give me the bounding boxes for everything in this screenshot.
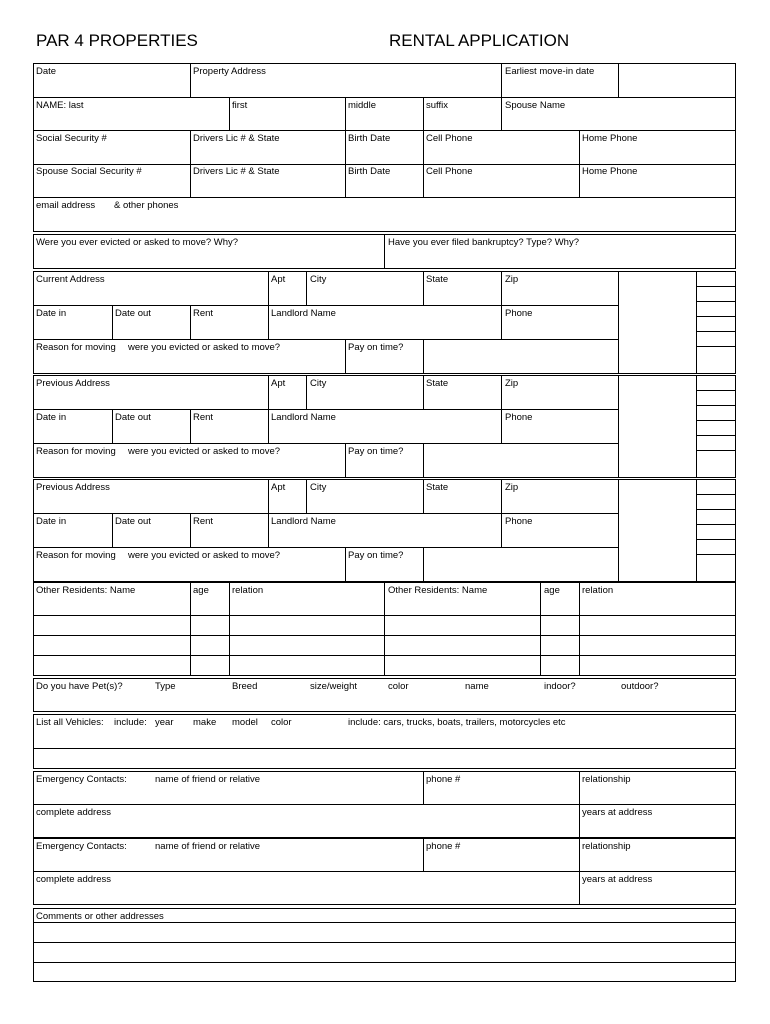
other-phones-label: & other phones — [114, 200, 179, 211]
current-rent-label: Rent — [193, 308, 214, 319]
emergency-1-relationship-label: relationship — [582, 774, 631, 785]
date-label: Date — [36, 66, 57, 77]
resident-relation-field[interactable] — [579, 615, 736, 636]
current-pay-on-time-label: Pay on time? — [348, 342, 404, 353]
emergency-2-address-label: complete address — [36, 874, 111, 885]
vehicle-model-label: model — [232, 717, 258, 728]
current-side-box[interactable] — [618, 271, 697, 374]
emergency-1-years-label: years at address — [582, 807, 653, 818]
earliest-move-in-label: Earliest move-in date — [505, 66, 595, 77]
resident-age-field[interactable] — [540, 635, 580, 656]
date-field[interactable] — [33, 63, 191, 98]
emergency-1-contact-address-field[interactable] — [33, 804, 580, 838]
previous-1-pay-on-time-label: Pay on time? — [348, 446, 404, 457]
vehicles-label: List all Vehicles: — [36, 717, 104, 728]
current-date-in-label: Date in — [36, 308, 67, 319]
resident-age-field[interactable] — [540, 655, 580, 676]
previous-1-side-cell[interactable] — [696, 420, 736, 436]
resident-relation-field[interactable] — [229, 635, 385, 656]
emergency-1-phone-label: phone # — [426, 774, 461, 785]
form-title: RENTAL APPLICATION — [389, 31, 570, 50]
previous-1-date-in-label: Date in — [36, 412, 67, 423]
resident-age-label: age — [193, 585, 209, 596]
resident-age-label: age — [544, 585, 560, 596]
previous-2-notes-field[interactable] — [423, 547, 619, 582]
vehicle-year-label: year — [155, 717, 174, 728]
current-landlord-phone-label: Phone — [505, 308, 533, 319]
spouse-cell-phone-label: Cell Phone — [426, 166, 473, 177]
previous-2-rent-label: Rent — [193, 516, 214, 527]
emergency-2-friend-label: name of friend or relative — [155, 841, 261, 852]
previous-2-pay-on-time-label: Pay on time? — [348, 550, 404, 561]
bankruptcy-label: Have you ever filed bankruptcy? Type? Why? — [388, 237, 579, 248]
emergency-2-contact-address-field[interactable] — [33, 871, 580, 905]
spouse-home-phone-label: Home Phone — [582, 166, 638, 177]
previous-2-zip-field[interactable] — [501, 479, 619, 514]
email-label: email address — [36, 200, 96, 211]
previous-1-side-cell[interactable] — [696, 375, 736, 391]
suffix-label: suffix — [426, 100, 449, 111]
pet-size-label: size/weight — [310, 681, 357, 692]
previous-2-side-cell[interactable] — [696, 539, 736, 555]
last-name-label: NAME: last — [36, 100, 84, 111]
current-landlord-label: Landlord Name — [271, 308, 336, 319]
current-zip-field[interactable] — [501, 271, 619, 306]
current-address-label: Current Address — [36, 274, 105, 285]
comments-label: Comments or other addresses — [36, 911, 164, 922]
resident-relation-field[interactable] — [579, 655, 736, 676]
vehicles-field-2[interactable] — [33, 748, 736, 769]
previous-2-side-cell[interactable] — [696, 479, 736, 495]
earliest-move-in-value-field[interactable] — [618, 63, 736, 98]
current-city-label: City — [310, 274, 327, 285]
comments-field[interactable] — [33, 922, 736, 943]
vehicle-color-label: color — [271, 717, 292, 728]
pet-breed-label: Breed — [232, 681, 258, 692]
resident-relation-field[interactable] — [579, 635, 736, 656]
current-side-cell[interactable] — [696, 346, 736, 374]
pet-indoor-label: indoor? — [544, 681, 576, 692]
emergency-2-relationship-label: relationship — [582, 841, 631, 852]
previous-1-apt-label: Apt — [271, 378, 286, 389]
previous-1-rent-label: Rent — [193, 412, 214, 423]
other-residents-label: Other Residents: Name — [388, 585, 488, 596]
previous-1-landlord-label: Landlord Name — [271, 412, 336, 423]
other-residents-label: Other Residents: Name — [36, 585, 136, 596]
drivers-lic-label: Drivers Lic # & State — [193, 133, 280, 144]
cell-phone-label: Cell Phone — [426, 133, 473, 144]
previous-2-landlord-label: Landlord Name — [271, 516, 336, 527]
comments-field[interactable] — [33, 962, 736, 982]
previous-1-notes-field[interactable] — [423, 443, 619, 478]
vehicle-types-label: include: cars, trucks, boats, trailers, motorcycles etc — [348, 717, 566, 728]
resident-relation-field[interactable] — [229, 615, 385, 636]
current-side-cell[interactable] — [696, 331, 736, 347]
emergency-2-years-label: years at address — [582, 874, 653, 885]
pet-color-label: color — [388, 681, 409, 692]
resident-age-field[interactable] — [190, 615, 230, 636]
company-name: PAR 4 PROPERTIES — [36, 31, 198, 50]
current-notes-field[interactable] — [423, 339, 619, 374]
previous-2-side-box[interactable] — [618, 479, 697, 582]
comments-field[interactable] — [33, 942, 736, 963]
previous-2-side-cell[interactable] — [696, 494, 736, 510]
previous-1-address-label: Previous Address — [36, 378, 110, 389]
resident-relation-field[interactable] — [229, 655, 385, 676]
previous-1-side-cell[interactable] — [696, 390, 736, 406]
spouse-name-label: Spouse Name — [505, 100, 566, 111]
previous-1-side-box[interactable] — [618, 375, 697, 478]
current-state-label: State — [426, 274, 449, 285]
current-date-out-label: Date out — [115, 308, 151, 319]
previous-2-landlord-phone-label: Phone — [505, 516, 533, 527]
resident-age-field[interactable] — [190, 635, 230, 656]
previous-2-date-in-label: Date in — [36, 516, 67, 527]
first-name-label: first — [232, 100, 248, 111]
current-side-cell[interactable] — [696, 316, 736, 332]
resident-name-field[interactable] — [384, 615, 541, 636]
resident-relation-label: relation — [232, 585, 264, 596]
current-side-cell[interactable] — [696, 301, 736, 317]
current-evicted-label: were you evicted or asked to move? — [128, 342, 281, 353]
pet-type-label: Type — [155, 681, 176, 692]
previous-1-state-label: State — [426, 378, 449, 389]
current-side-cell[interactable] — [696, 286, 736, 302]
previous-1-evicted-label: were you evicted or asked to move? — [128, 446, 281, 457]
evicted-label: Were you ever evicted or asked to move? Why? — [36, 237, 239, 248]
previous-2-city-label: City — [310, 482, 327, 493]
spouse-ssn-label: Spouse Social Security # — [36, 166, 142, 177]
resident-age-field[interactable] — [190, 655, 230, 676]
previous-2-side-cell[interactable] — [696, 524, 736, 540]
previous-2-side-cell[interactable] — [696, 509, 736, 525]
resident-name-field[interactable] — [384, 635, 541, 656]
current-zip-label: Zip — [505, 274, 519, 285]
emergency-2-phone-label: phone # — [426, 841, 461, 852]
resident-name-field[interactable] — [33, 615, 191, 636]
previous-2-date-out-label: Date out — [115, 516, 151, 527]
previous-1-side-cell[interactable] — [696, 450, 736, 478]
spouse-birth-date-label: Birth Date — [348, 166, 391, 177]
previous-1-date-out-label: Date out — [115, 412, 151, 423]
resident-name-field[interactable] — [33, 655, 191, 676]
current-side-cell[interactable] — [696, 271, 736, 287]
previous-1-landlord-phone-label: Phone — [505, 412, 533, 423]
current-reason-label: Reason for moving — [36, 342, 116, 353]
home-phone-label: Home Phone — [582, 133, 638, 144]
vehicles-include-label: include: — [114, 717, 147, 728]
emergency-1-address-label: complete address — [36, 807, 111, 818]
birth-date-label: Birth Date — [348, 133, 391, 144]
resident-age-field[interactable] — [540, 615, 580, 636]
previous-1-reason-label: Reason for moving — [36, 446, 116, 457]
previous-2-apt-label: Apt — [271, 482, 286, 493]
previous-2-evicted-label: were you evicted or asked to move? — [128, 550, 281, 561]
previous-1-zip-field[interactable] — [501, 375, 619, 410]
pets-question-label: Do you have Pet(s)? — [36, 681, 123, 692]
previous-2-side-cell[interactable] — [696, 554, 736, 582]
previous-2-zip-label: Zip — [505, 482, 519, 493]
resident-name-field[interactable] — [384, 655, 541, 676]
current-apt-label: Apt — [271, 274, 286, 285]
previous-2-reason-label: Reason for moving — [36, 550, 116, 561]
vehicle-make-label: make — [193, 717, 217, 728]
resident-name-field[interactable] — [33, 635, 191, 656]
spouse-drivers-lic-label: Drivers Lic # & State — [193, 166, 280, 177]
previous-1-city-label: City — [310, 378, 327, 389]
previous-2-state-label: State — [426, 482, 449, 493]
previous-1-zip-label: Zip — [505, 378, 519, 389]
emergency-1-contacts-label: Emergency Contacts: — [36, 774, 127, 785]
previous-1-side-cell[interactable] — [696, 405, 736, 421]
previous-2-address-label: Previous Address — [36, 482, 110, 493]
previous-1-side-cell[interactable] — [696, 435, 736, 451]
resident-relation-label: relation — [582, 585, 614, 596]
emergency-1-friend-label: name of friend or relative — [155, 774, 261, 785]
ssn-label: Social Security # — [36, 133, 107, 144]
emergency-2-contacts-label: Emergency Contacts: — [36, 841, 127, 852]
pet-outdoor-label: outdoor? — [621, 681, 659, 692]
property-address-label: Property Address — [193, 66, 266, 77]
pet-name-label: name — [465, 681, 489, 692]
middle-name-label: middle — [348, 100, 376, 111]
